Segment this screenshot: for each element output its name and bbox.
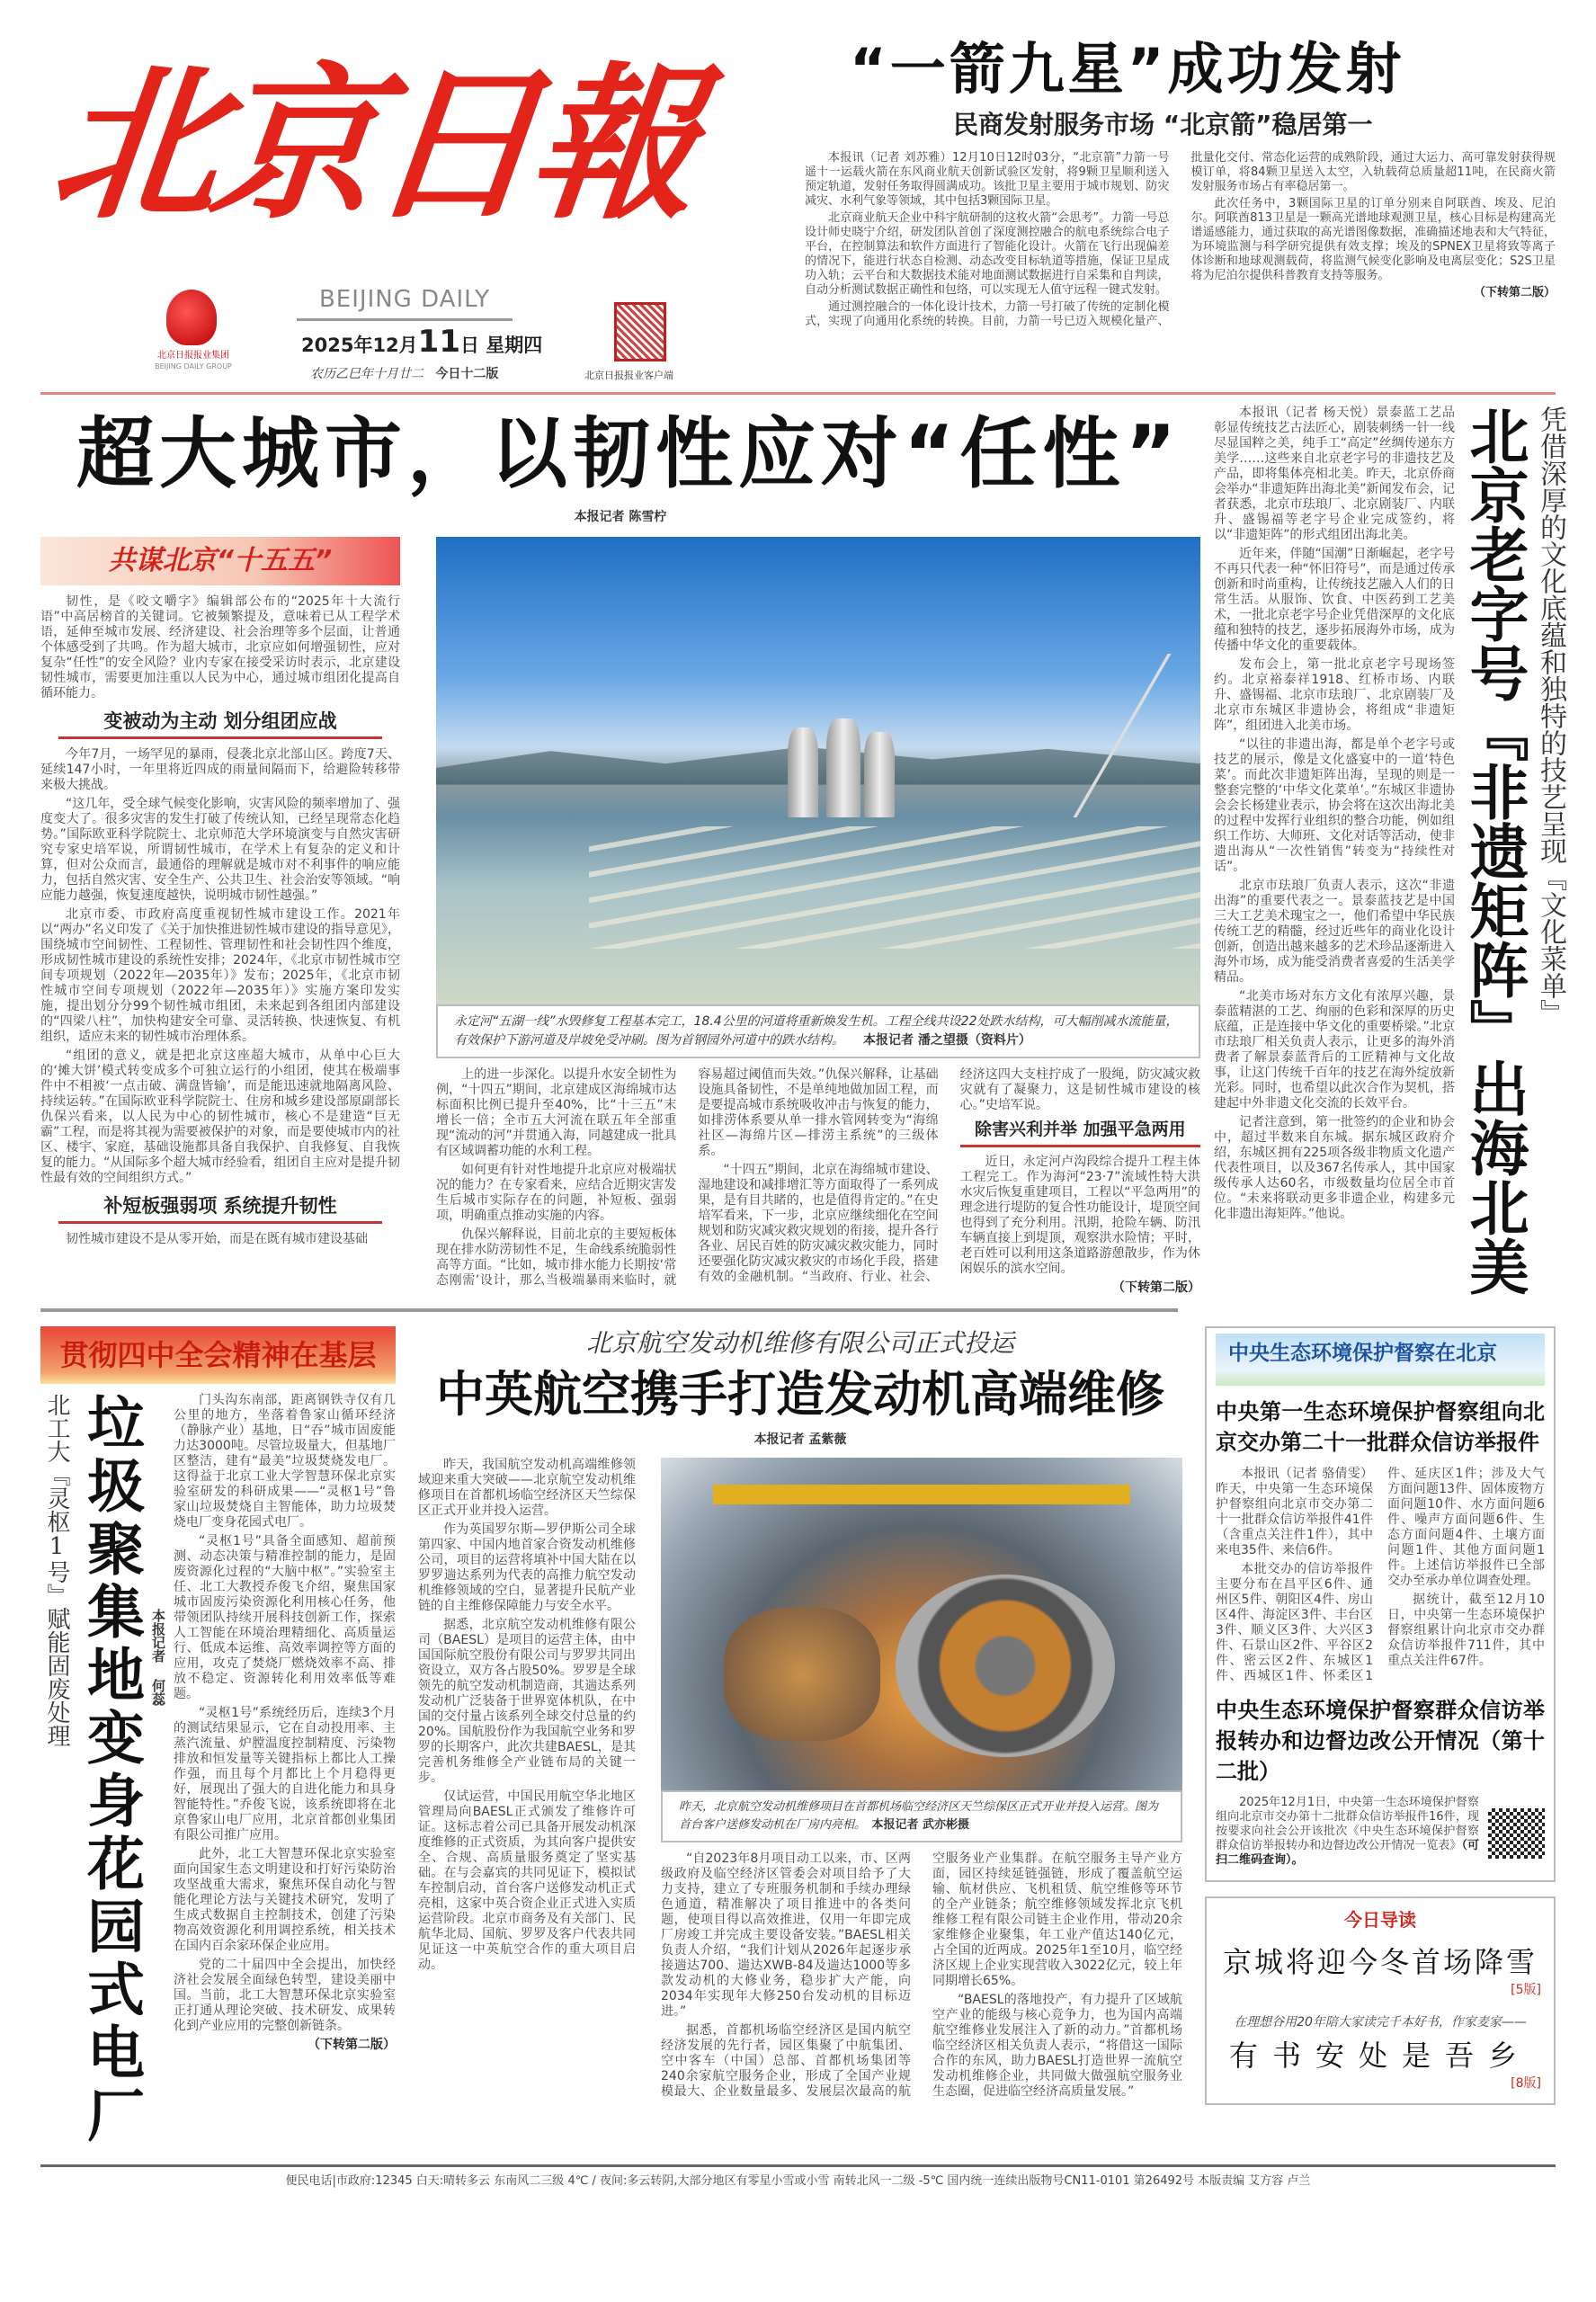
lunar-text: 农历乙巳年十月廿二 [310,367,424,381]
caption-text: 昨天，北京航空发动机维修项目在首都机场临空经济区天竺综保区正式开业并投入运营。图为首台客户送修发动机在厂房内亮相。 [679,1800,1159,1832]
lead-title: 超大城市，以韧性应对“任性” [76,409,1182,499]
lower-left-body [174,1393,396,2148]
paragraph: 北京市珐琅厂负责人表示，这次“非遗出海”的重要代表之一。景泰蓝技艺是中国三大工艺美术瑰宝之一，他们希望中华民族传统工艺的精髓，经过近些年的商业化设计创新，创造出越来越多的艺术珍品逐渐进入海外市场，成为能受消费者喜爱的生活美学精品。 [1214,879,1455,985]
paragraph: “灵枢1号”具备全面感知、超前预测、动态决策与精准控制的能力，是固废资源化过程的“大脑中枢”。”实验室主任、北工大教授乔俊飞介绍，聚焦国家城市固废污染资源化利用核心任务，他带领团队持续开展科技创新工作，探索人工智能在环境治理精细化、高质量运行、低成本运维、高效率调控等方面的应用，攻克了焚烧厂燃烧效率不高、排放不稳定、资源转化利用效率低等难题。 [174,1534,396,1701]
paragraph: 昨天，我国航空发动机高端维修领域迎来重大突破——北京航空发动机维修项目在首都机场临空经济区天竺综保区正式开业并投入运营。 [418,1458,636,1518]
subhead: 补短板强弱项 系统提升韧性 [58,1193,382,1224]
paragraph: 据统计，截至12月10日，中央第一生态环境保护督察组累计向北京市交办群众信访举报件711件，其中重点关注件67件。 [1387,1593,1545,1668]
paragraph: 本批交办的信访举报件主要分布在昌平区6件、通州区5件、朝阳区4件、房山区4件、海淀区3件、丰台区3件、顺义区3件、大兴区3件、石景山区2件、平谷区2件、密云区2件、东城区1件、西城区1件、怀柔区1件、延庆区1件；涉及大气方面问题13件、固体废物方面问题10件、水方面问题6件、噪声方面问题6件、生态方面问题4件、土壤方面问题1件、其他方面问题1件。上述信访举报件已全部交办至承办单位调查处理。 [1216,1467,1545,1683]
side-story [1200,406,1566,1296]
paragraph: “灵枢1号”系统经历后，连续3个月的测试结果显示，它在自动投用率、主蒸汽流量、炉膛温度控制精度、污染物排放和恒发量等关键指标上都比人工操作强，而且每个月都比上个月稳得更好，展现出了强大的自进化能力和具身智能特性。”乔俊飞说，该系统即将在北京鲁家山电厂应用，北京首都创业集团有限公司推广应用。 [174,1706,396,1842]
cooling-tower [864,732,895,817]
top-story-title: “一箭九星”成功发射 [850,36,1405,102]
group-label [148,351,238,372]
lower-right [1205,1326,1556,2148]
issue-date [301,326,542,361]
guide-label: 今日导读 [1344,1909,1416,1931]
group-emblem-icon [166,290,217,345]
paragraph: “这几年，受全球气候变化影响，灾害风险的频率增加了、强度变大了。很多灾害的发生打破了传统认知，已经呈现常态化趋势。”国际欧亚科学院院士、北京师范大学环境演变与自然灾害研究专家史培军说，所谓韧性城市，在学术上有复杂的定义和计算，但对公众而言，最通俗的理解就是城市对不利事件的响应能力，包括自然灾害、安全生产、公共卫生、社会治安等领域。“响应能力越强，恢复速度越快，说明城市韧性越强。” [40,797,400,903]
inspection-banner: 中央生态环境保护督察在北京 [1216,1334,1545,1386]
lead-continued [436,1067,1200,1296]
paragraph: “BAESL的落地投产，有力提升了区域航空产业的能级与核心竞争力，也为国内高端航空维修业发展注入了新的动力。”首都机场临空经济区相关负责人表示，“将借这一国际合作的东风，助力BAESL打造世界一流航空发动机维修企业，共同做大做强航空服务业生态圈，促进临空经济高质量发展。” [932,1993,1182,2099]
paragraph: “以往的非遗出海，都是单个老字号或技艺的展示，像是文化盛宴中的一道‘特色菜’。而此次非遗矩阵出海，呈现的则是一整套完整的‘中华文化菜单’。”东城区非遗协会会长杨建业表示，协会将在这次出海北美的过程中发挥行业组织的整合功能，例如组织工作坊、大师班、文化对话等活动，使非遗出海从“一次性销售”转变为“持续性对话”。 [1214,737,1455,874]
guide-item-page: [5版] [1511,1983,1541,1997]
lower-left-content [40,1393,396,2148]
paragraph: 韧性城市建设不是从零开始，而是在既有城市建设基础 [66,1232,368,1246]
lunar-date [310,365,498,383]
date-day: 11 [417,324,460,360]
photo-caption [436,1004,1200,1058]
lead-middle-column [436,537,1200,1296]
lower-left-kicker: 北工大『灵枢1号』赋能固废处理 [43,1393,70,1747]
masthead [40,0,1556,392]
paragraph: 本报讯（记者 杨天悦）景泰蓝工艺品彰显传统技艺古法匠心，剧装刺绣一针一线尽显国粹之美，纯手工“高定”丝绸传递东方美学……这些来自北京老字号的非遗技艺及产品，即将集体亮相北美。昨天，北京侨商会举办“非遗矩阵出海北美”新闻发布会，记者获悉，北京市珐琅厂、北京剧装厂、内联升、盛锡福等老字号企业完成签约，将以“非遗矩阵”的形式组团出海北美。 [1214,406,1455,542]
lower-section [40,1326,1556,2148]
side-story-title: 北京老字号『非遗矩阵』出海北美 [1459,406,1529,1296]
date-suffix: 日 星期四 [460,335,543,356]
paragraph: 发布会上，第一批北京老字号现场签约。北京裕泰祥1918、红桥市场、内联升、盛锡福、北京市珐琅厂、北京剧装厂及北京市东城区非遗协会，将组成“非遗矩阵”，组团进入北美市场。 [1214,657,1455,733]
lead-section-1 [40,747,400,1186]
paragraph: 上的进一步深化。以提升水安全韧性为例，“十四五”期间，北京建成区海绵城市达标面积比例已提升至40%，比“十三五”末增长一倍；全市五大河流在联五年全部重现“流动的河”并贯通入海，同越建成一批具有区域调蓄功能的水利工程。 [436,1067,677,1158]
paragraph: 今年7月，一场罕见的暴雨，侵袭北京北部山区。跨度7天、延续147小时，一年里将近四成的雨量间隔而下，给避险转移带来极大挑战。 [40,747,400,792]
masthead-brand [40,0,805,392]
photo-credit: 本报记者 潘之望摄（资料片） [863,1033,1031,1048]
paragraph: 此外，北工大智慧环保北京实验室面向国家生态文明建设和打好污染防治攻坚战重大需求，聚焦环保自动化与智能化理论方法与关键技术研究，发明了生成式数据自主控制技术，创建了污染物高效资源化利用调控系统，相关技术在国内百余家环保企业应用。 [174,1847,396,1953]
guide-item-kicker: 在理想谷用20年陪大家读完千本好书，作家麦家—— [1234,2015,1527,2030]
theme-banner: 贯彻四中全会精神在基层 [40,1326,396,1384]
lower-left-title: 垃圾聚集地变身花园式电厂 [77,1393,145,2148]
lower-mid-title: 中英航空携手打造发动机高端维修 [436,1366,1164,1423]
lead-section [40,395,1566,1296]
engine-photo[interactable] [661,1458,1182,1790]
inspection-qr-icon[interactable] [1488,1808,1545,1859]
paragraph: 如何更有针对性地提升北京应对极端状况的能力？在专家看来，应结合近期灾害发生后城市实际存在的问题，补短板、强弱项，明确重点推动实施的内容。 [436,1163,677,1223]
page-count: 今日十二版 [435,367,499,381]
guide-item-title: 有书安处是吾乡 [1228,2039,1531,2073]
paragraph: 作为英国罗尔斯—罗伊斯公司全球第四家、中国内地首家合资发动机维修公司，项目的运营将填补中国大陆在以罗罗遄达系列为代表的高推力航空发动机维修领域的空白，显著提升民航产业链的自主维修保障能力与安全水平。 [418,1522,636,1613]
guide-item-1[interactable] [1219,1943,1541,1999]
paragraph: 近年来，伴随“国潮”日渐崛起，老字号不再只代表一种“怀旧符号”，而是通过传承创新和时尚重构，让传统技艺融入人们的日常生活。从服饰、饮食、中医药到工艺美术，一批北京老字号企业凭借深厚的文化底蕴和独特的技艺，逐步拓展海外市场，成为传播中华文化的重要载体。 [1214,547,1455,653]
side-story-kicker: 凭借深厚的文化底蕴和独特的技艺呈现『文化菜单』 [1535,406,1566,1026]
today-guide-box [1205,1896,1556,2105]
lower-mid-column [418,1458,636,2101]
paragraph: 仅试运营，中国民用航空华北地区管理局向BAESL正式颁发了维修许可证。这标志着公司已具备开展发动机深度维修的正式资质，为其向客户提供安全、合规、高质量服务奠定了坚实基础。在与会嘉宾的共同见证下，模拟试车控制启动，首台客户送修发动机正式亮相，这家中英合资企业正式进入实质运营阶段。北京市商务及有关部门、民航华北局、国航、罗罗及客户代表共同见证这一中英航空合作的重大项目启动。 [418,1789,636,1972]
paragraph: 本报讯（记者 骆倩雯）昨天，中央第一生态环境保护督察组向北京市交办第二十一批群众信访举报件41件（含重点关注件1件），其中来电35件、来信6件。 [1216,1467,1373,1557]
series-banner: 共谋北京“十五五” [40,537,400,585]
continued-note: （下转第二版） [1473,286,1556,299]
paragraph: 党的二十届四中全会提出，加快经济社会发展全面绿色转型，建设美丽中国。当前，北工大智慧环保北京实验室正打通从理论突破、技术研发、成果转化到产业应用的完整创新链条。 [174,1958,396,2033]
continued-note: （下转第二版） [1111,1280,1200,1295]
divider [297,318,513,321]
paragraph: 北京商业航天企业中科宇航研制的这枚火箭“会思考”。力箭一号总设计师史晓宁介绍，研发团队首创了深度测控融合的航电系统综合电子平台，在控制算法和软件方面进行了智能化设计。火箭在飞行出现偏差的情况下，能进行状态自检测、动态改变目标轨道等措施，保证卫星成功入轨；云平台和大数据技术能对地面测试数据进行自采集和自判读，自动分析测试数据正确性和包络，可以实现无人值守远程一键式发射。 [805,211,1170,297]
side-story-body [1214,406,1455,1296]
cooling-tower [826,718,860,817]
caption-text: 永定河“五湖一线”水毁修复工程基本完工，18.4公里的河道将重新焕发生机。工程全线共设22处跌水结构，可大幅削减水流能量，有效保护下游河道及岸坡免受冲刷。图为首钢园外河道中的跌水结构。 [454,1014,1179,1048]
lead-columns [40,537,1200,1296]
masthead-logo: 北京日報 [43,46,701,242]
paragraph: 记者注意到，第一批签约的企业和协会中，超过半数来自东城。据东城区政府介绍，东城区拥有225项各级非物质文化遗产代表性项目，以及367名传承人，其中国家级传承人达60名，市级数量均位居全市首位。“未来将联动更多非遗企业，构建多元化非遗出海矩阵。”他说。 [1214,1115,1455,1221]
lower-mid-kicker: 北京航空发动机维修有限公司正式投运 [585,1328,1014,1358]
qr-code-icon[interactable] [614,302,666,361]
guide-item-page: [8版] [1511,2076,1541,2091]
inspection-title-2: 中央生态环境保护督察群众信访举报转办和边督边改公开情况（第十二批） [1216,1698,1545,1784]
group-name: 北京日报报业集团 [157,351,229,361]
subhead: 变被动为主动 划分组团应战 [58,709,382,739]
paragraph: “组团的意义，就是把北京这座超大城市，从单中心巨大的‘摊大饼’模式转变成多个可独立运行的小组团，使其在极端事件中不相被‘一点击破、满盘皆输’，而是能迅速就地隔离风险、持续运转。”在国际欧亚科学院院士、住房和城乡建设部原副部长仇保兴看来，以人民为中心的韧性城市，核心不是建造“巨无霸”工程，而是将其视为需要被保护的对象，而是要使城市内的社区、楼宇、家庭，基础设施都具备自我保护、自我修复、自我恢复的能力。“从国际多个超大城市经验看，组团自主应对是提升韧性最有效的空间组织方式。” [40,1048,400,1185]
photo-caption [661,1790,1182,1842]
river-photo[interactable] [436,537,1200,1004]
inspection-notice-row [1216,1796,1545,1871]
lower-mid-columns [418,1458,1182,2101]
paragraph: 据悉，北京航空发动机维修有限公司（BAESL）是项目的运营主体，由中国国际航空股份有限公司与罗罗共同出资设立，双方各占股50%。罗罗是全球领先的航空发动机制造商，其遄达系列发动机广泛装备于世界宽体机队，在中国的交付量占该系列全球交付总量的约20%。国航股份作为我国航空业务和罗罗的长期客户，此次共建BAESL，是其完善机务维修全产业链布局的关键一步。 [418,1618,636,1785]
subhead: 除害兴利并举 加强平急两用 [960,1117,1200,1147]
lead-byline: 本报记者 陈雪柠 [574,510,667,524]
lead-intro: 韧性，是《咬文嚼字》编辑部公布的“2025年十大流行语”中高居榜首的关键词。它被频繁提及，意味着已从工程学术语，延伸至城市发展、经济建设、社会治理等多个层面，让普通个体感受到了共鸣。作为超大城市，北京应如何增强韧性，应对复杂“任性”的安全风险？业内专家在接受采访时表示，北京建设韧性城市，需要更加注重以人民为中心，通过城市组团化提高自循环能力。 [40,594,400,700]
inspection-body [1216,1467,1545,1684]
footer-info: 便民电话|市政府:12345 白天:晴转多云 东南风二三级 4℃ / 夜间:多云转阴,大部分地区有零星小雪或小雪 南转北风一二级 -5℃ 国内统一连续出版物号CN11-0101 第26492号 本版责编 艾方容 卢兰 [285,2174,1311,2188]
qr-label: 北京日报报业客户端 [584,370,673,381]
paragraph: 门头沟东南部，距离钢铁寺仅有几公里的地方，坐落着鲁家山循环经济（静脉产业）基地，日“吞”城市固废能力达3000吨。尽管垃圾量大，但基地厂区整洁，建有“最美”垃圾焚烧发电厂。这得益于北京工业大学智慧环保北京实验室研发的科研成果——“灵枢1号”鲁家山垃圾焚烧自主智能体，助力垃圾焚烧电厂变身花园式电厂。 [174,1393,396,1530]
notice-qr-hint: （可扫二维码查询）。 [1216,1839,1479,1867]
inspection-notice [1216,1796,1479,1871]
lead-left-text [40,594,400,1247]
paragraph: 近日，永定河卢沟段综合提升工程主体工程完工。作为海河“23·7”流域性特大洪水灾后恢复重建项目，工程以“平急两用”的理念进行堤防的复合性功能设计，堤顶空间也得到了充分利用。汛期，抢险车辆、防汛车辆直接上到堤顶，观察洪水险情；平时，老百姓可以利用这条道路游憩散步，作为休闲娱乐的滨水空间。 [959,1155,1200,1276]
inspection-box [1205,1326,1556,1882]
paragraph: “十四五”期间，北京在海绵城市建设、湿地建设和减排增汇等方面取得了一系列成果，是有目共睹的，也是值得肯定的。”在史培军看来，下一步，北京应继续细化在空间规划和防灾减灾救灾规划的衔接，提升各行各业、居民百姓的防灾减灾救灾能力，同时还要强化防灾减灾救灾的市场化手段，搭建有效的金融机制。“当政府、行业、社会、经济这四大支柱拧成了一股绳，防灾减灾救灾就有了凝聚力，这是韧性城市建设的核心。”史培军说。 [698,1067,1200,1284]
weirs [589,826,1200,948]
lower-mid-right [661,1458,1182,2101]
top-story-subtitle: 民商发射服务市场 “北京箭”稳居第一 [953,110,1373,139]
english-title: BEIJING DAILY [318,286,491,313]
guide-item-2[interactable] [1219,2013,1541,2092]
guide-item-title: 京城将迎今冬首场降雪 [1222,1945,1538,1979]
top-story [805,0,1556,392]
lower-mid-byline: 本报记者 孟紫薇 [753,1432,847,1447]
date-prefix: 2025年12月 [301,335,418,356]
paragraph: 通过测控融合的一体化设计技术，力箭一号打破了传统的定制化模式，实现了向通用化系统的转换。目前，力箭一号已迈入规模化量产、批量化交付、常态化运营的成熟阶段，通过大运力、高可靠发射获得规模订单，将84颗卫星送入太空，入轨载荷总质量超11吨，在民商火箭发射服务市场占有率稳居第一。 [805,151,1556,328]
top-story-body [805,151,1556,329]
photo-credit: 本报记者 武亦彬摄 [871,1818,970,1832]
group-name-en: BEIJING DAILY GROUP [155,362,232,370]
lead-left-column [40,537,400,1296]
paragraph: 本报讯（记者 刘苏雅）12月10日12时03分，“北京箭”力箭一号遥十一运载火箭在东风商业航天创新试验区发射，将9颗卫星顺利送入预定轨道，发射任务取得圆满成功。该批卫星主要用于城市规划、防灾减灾、水利气象等领域，其中包括3颗国际卫星。 [805,151,1170,208]
lead-story [40,406,1200,1296]
paragraph: 仇保兴解释说，目前北京的主要短板体现在排水防涝韧性不足，生命线系统脆弱性高等方面。“比如，城市排水能力长期按‘常态刚需’设计，那么当极端暴雨来临时，就容易超过阈值而失效。”仇保兴解释，让基础设施具备韧性，不是单纯地做加固工程，而是要提高城市系统吸收冲击与恢复的能力，如排涝体系要从单一排水管网转变为“海绵社区—海绵片区—排涝主系统”的三级体系。 [436,1067,939,1288]
engine [724,1608,880,1741]
paragraph: “自2023年8月项目动工以来，市、区两级政府及临空经济区管委会对项目给予了大力支持，建立了专班服务机制和手续办理绿色通道，精准解决了项目推进中的各类问题，使项目得以高效推进，仅用一年即完成厂房竣工并完成主要设备安装。”BAESL相关负责人介绍，“我们计划从2026年起逐步承接遄达700、遄达XWB-84及遄达1000等多款发动机的大修业务，稳步扩大产能，向2034年实现年大修250台发动机的目标迈进。” [661,1851,911,2019]
lower-left-story [40,1326,396,2148]
cooling-tower [788,727,818,817]
divider [40,1308,1178,1312]
paragraph: 此次任务中，3颗国际卫星的订单分别来自阿联酋、埃及、尼泊尔。阿联酋813卫星是一颗高光谱地球观测卫星，核心目标是构建高光谱遥感能力，通过获取的高光谱图像数据，准确描述地表和大气特征，为环境监测与科学研究提供有效支撑；埃及的SPNEX卫星将致等离子体诊断和地球观测载荷，将监测气候变化影响及电离层变化；S2S卫星将为尼泊尔提供科普教育支持等服务。 [1190,197,1556,282]
ski-jump [939,654,1171,817]
continued-note: （下转第二版） [308,2038,396,2052]
inspection-title: 中央第一生态环境保护督察组向北京交办第二十一批群众信访举报件 [1216,1399,1545,1455]
paragraph: 北京市委、市政府高度重视韧性城市建设工作。2021年以“两办”名义印发了《关于加快推进韧性城市建设的指导意见》，围绕城市空间韧性、工程韧性、管理韧性和社会韧性四个维度，形成韧性城市建设的系统性安排；2024年，《北京市韧性城市空间专项规划（2022年—2035年）》发布；2025年，《北京市韧性城市空间专项规划（2022年—2035年）》实施方案印发实施，提出划分分99个韧性城市组团，未来起到各组团内部建设的“四梁八柱”，加快构建安全可靠、灵活转换、快速恢复、有机组织，适应未来的韧性城市治理体系。 [40,907,400,1044]
engine [896,1575,1115,1758]
notice-text: 2025年12月1日，中央第一生态环境保护督察组向北京市交办第十二批群众信访举报件16件，现按要求向社会公开该批次《中央生态环境保护督察群众信访举报转办和边督边改公开情况一览表》 [1216,1796,1479,1852]
crane [713,1485,1130,1504]
paragraph: “北美市场对东方文化有浓厚兴趣，景泰蓝精湛的工艺、绚丽的色彩和深厚的历史底蕴，正是连接中华文化的重要桥梁。”北京市珐琅厂相关负责人表示，让更多的海外消费者了解景泰蓝背后的工匠精神与文化故事，让这门传统千百年的技艺在海外绽放新光彩。同时，也希望以此次合作为契机，搭建起中外非遗文化交流的长效平台。 [1214,989,1455,1111]
lower-left-byline: 本报记者 何蕊 [150,1609,166,1706]
lower-mid-story [418,1326,1182,2148]
paragraph: 据悉，首都机场临空经济区是国内航空经济发展的先行者，园区集聚了中航集团、空中客车（中国）总部、首都机场集团等240余家航空服务企业，形成了全国产业规模最大、企业数量最多、发展层次最高的航空服务业产业集群。在航空服务主导产业方面，园区持续延链强链，形成了覆盖航空运输、航材供应、飞机租赁、航空维修等环节的全产业链条；航空维修领域发挥北京飞机维修工程有限公司链主企业作用，带动20余家维修企业聚集，年工业产值达140亿元，占全国的近两成。2025年1至10月，临空经济区规上企业实现营收入3022亿元，较上年同期增长65%。 [661,1851,1182,2099]
lower-mid-columns-under-photo [661,1851,1182,2101]
